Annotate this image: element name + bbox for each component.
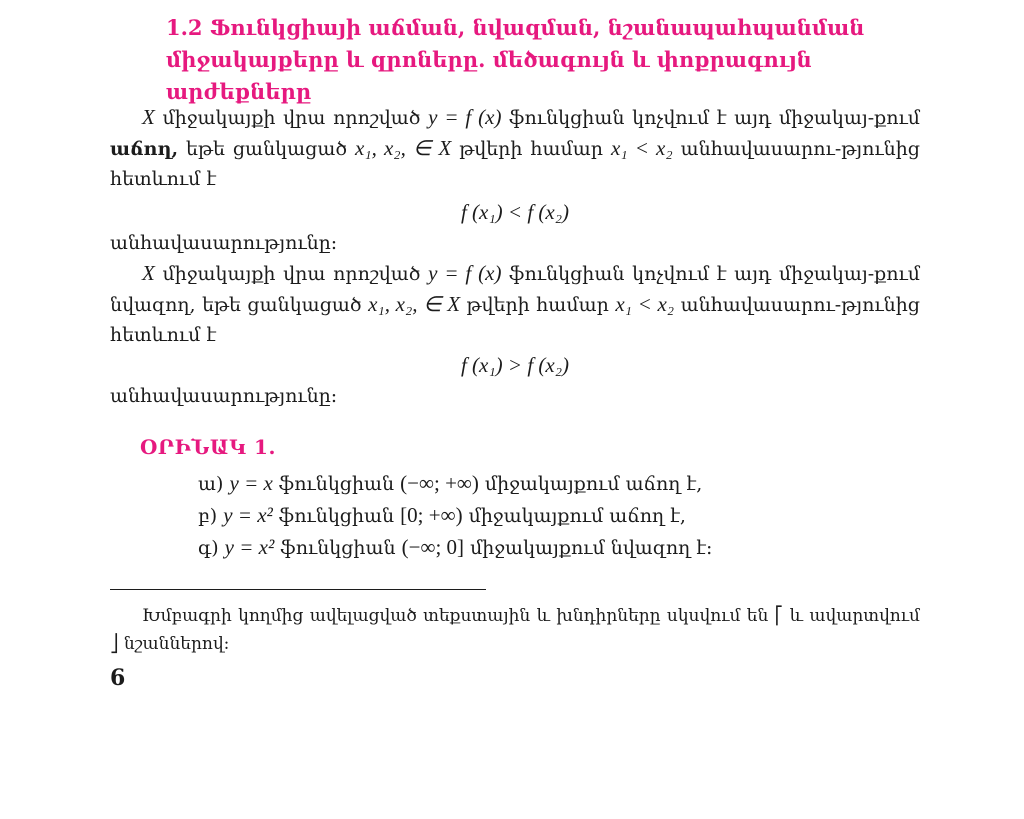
def-text-3: եթե ցանկացած <box>178 138 355 160</box>
def-text-2: ֆունկցիան կոչվում է այդ միջակայ-քում <box>501 107 921 129</box>
example-list <box>198 468 712 564</box>
inequality-notation: x₁ < x₂ <box>610 136 673 160</box>
example-item <box>198 468 712 500</box>
heading-line-2: միջակայքերը և զրոները. մեծագույն և փոքրագույն արժեքները <box>166 47 812 104</box>
x-set-symbol: X <box>142 261 155 285</box>
example-item-function: y = x² <box>224 535 275 559</box>
formula-decreasing: f (x₁) > f (x₂) <box>460 353 570 377</box>
formula-increasing: f (x₁) < f (x₂) <box>460 200 570 224</box>
def-text-4: թվերի համար <box>451 138 611 160</box>
footnote: Խմբագրի կողմից ավելացված տեքստային և խնդիրները սկսվում են ⎡ և ավարտվում ⎦ նշաններով: <box>110 606 920 654</box>
example-item-text-end: միջակայքում աճող է, <box>462 505 686 527</box>
example-item-interval: (−∞; 0] <box>401 535 465 559</box>
def-text-5: անհավասարու-թյունից հետևում է <box>110 138 920 190</box>
function-notation: y = f (x) <box>428 105 502 129</box>
definition-increasing <box>110 102 920 194</box>
example-item-label: ա) <box>198 473 224 495</box>
example-item <box>198 500 712 532</box>
inequality-notation: x₁ < x₂ <box>615 292 675 316</box>
increasing-term: աճող, <box>110 138 179 160</box>
example-item-text: ֆունկցիան <box>274 537 402 559</box>
definition-increasing-end: անհավասարությունը: <box>110 232 338 254</box>
example-item-text-end: միջակայքում նվազող է: <box>464 537 713 559</box>
footnote-divider <box>110 589 486 590</box>
function-notation: y = f (x) <box>428 261 502 285</box>
def-text-5: անհավասարու-թյունից հետևում է <box>110 294 920 346</box>
heading-line-1: 1.2 Ֆունկցիայի աճման, նվազման, նշանապահպանման <box>166 15 865 40</box>
example-item <box>198 532 712 564</box>
section-heading <box>166 12 926 108</box>
variables-notation: x₁, x₂, ∈ X <box>354 136 452 160</box>
definition-decreasing-end: անհավասարությունը: <box>110 385 338 407</box>
example-item-function: y = x <box>229 471 273 495</box>
example-item-text-end: միջակայքում աճող է, <box>478 473 703 495</box>
definition-decreasing <box>110 258 920 350</box>
example-item-label: գ) <box>198 537 219 559</box>
page-number: 6 <box>110 665 126 691</box>
example-title: ՕՐԻՆԱԿ 1. <box>140 435 276 459</box>
variables-notation: x₁, x₂, ∈ X <box>368 292 461 316</box>
x-set-symbol: X <box>142 105 155 129</box>
example-item-interval: [0; +∞) <box>400 503 463 527</box>
example-item-label: բ) <box>198 505 218 527</box>
example-item-text: ֆունկցիան <box>272 505 401 527</box>
example-item-function: y = x² <box>223 503 273 527</box>
def-text-1: միջակայքի վրա որոշված <box>154 263 429 285</box>
example-item-text: ֆունկցիան <box>272 473 401 495</box>
def-text-4: թվերի համար <box>460 294 616 316</box>
def-text-2: ֆունկցիան կոչվում է այդ միջակայ-քում նվազող, եթե ցանկացած <box>110 263 921 316</box>
def-text-1: միջակայքի վրա որոշված <box>154 107 429 129</box>
example-item-interval: (−∞; +∞) <box>400 471 479 495</box>
